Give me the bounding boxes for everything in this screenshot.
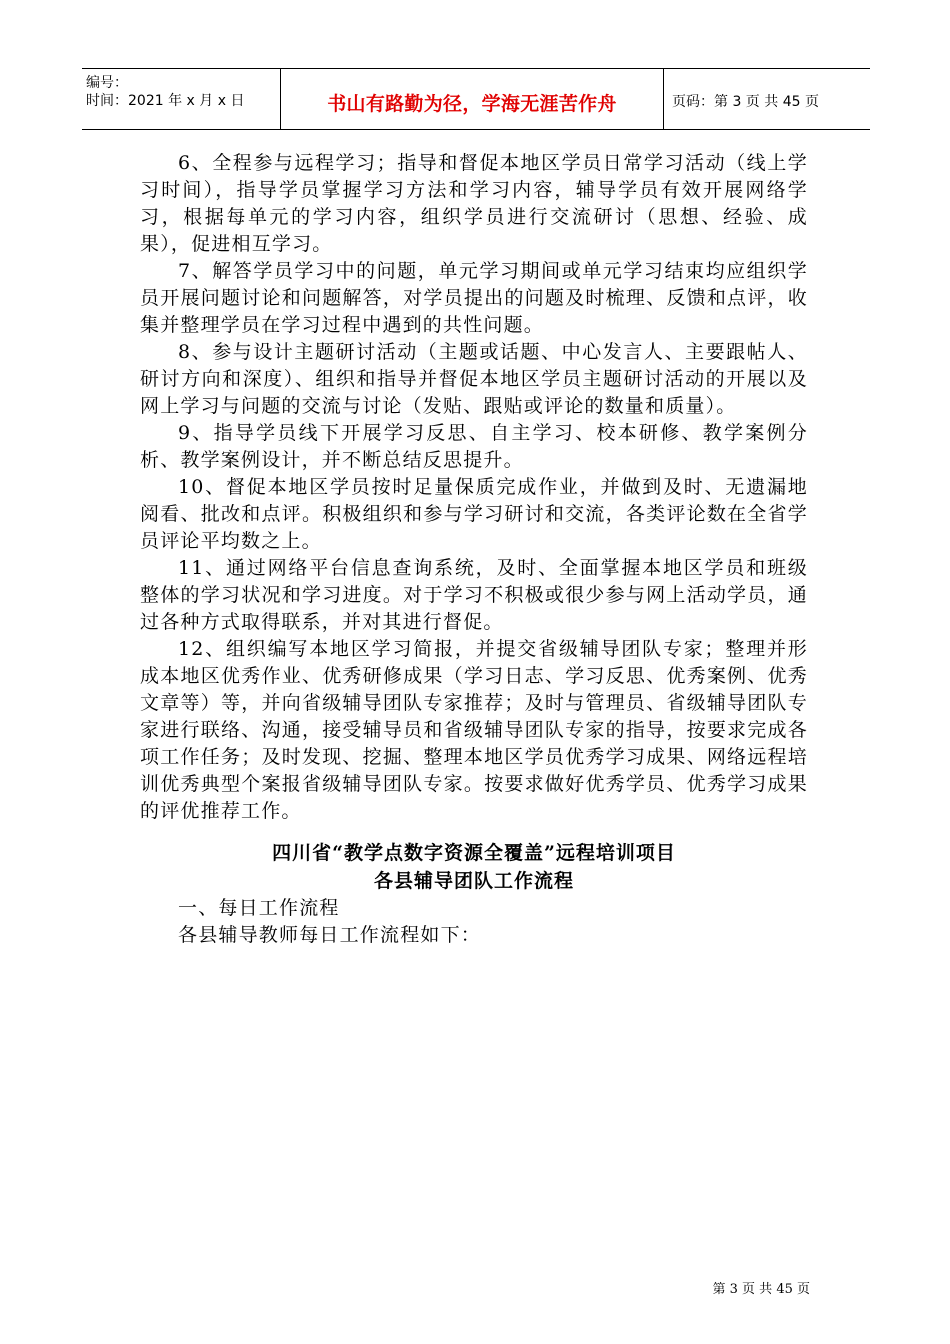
section-item-2: 各县辅导教师每日工作流程如下：: [178, 924, 482, 946]
doc-time-label: 时间：2021 年 x 月 x 日: [86, 93, 245, 109]
page-header: [82, 68, 870, 130]
paragraph-7: 7、解答学员学习中的问题，单元学习期间或单元学习结束均应组织学员开展问题讨论和问题解答，对学员提出的问题及时梳理、反馈和点评，收集并整理学员在学习过程中遇到的共性问题。: [140, 260, 808, 336]
doc-number-label: 编号：: [86, 75, 128, 91]
header-page-cell: [664, 69, 870, 129]
paragraph-9: 9、指导学员线下开展学习反思、自主学习、校本研修、教学案例分析、教学案例设计，并不断总结反思提升。: [140, 422, 808, 471]
paragraph-10: 10、督促本地区学员按时足量保质完成作业，并做到及时、无遗漏地阅看、批改和点评。积极组织和参与学习研讨和交流，各类评论数在全省学员评论平均数之上。: [140, 476, 808, 552]
header-page-info: 页码：第 3 页 共 45 页: [672, 94, 819, 110]
section-title-line2: 各县辅导团队工作流程: [373, 870, 574, 892]
header-motto: 书山有路勤为径，学海无涯苦作舟: [327, 93, 617, 115]
paragraph-12: 12、组织编写本地区学习简报，并提交省级辅导团队专家；整理并形成本地区优秀作业、优秀研修成果（学习日志、学习反思、优秀案例、优秀文章等）等，并向省级辅导团队专家推荐；及时与管理员、省级辅导团队专家进行联络、沟通，接受辅导员和省级辅导团队专家的指导，按要求完成各项工作任务；及时发现、挖掘、整理本地区学员优秀学习成果、网络远程培训优秀典型个案报省级辅导团队专家。按要求做好优秀学员、优秀学习成果的评优推荐工作。: [140, 638, 808, 822]
paragraph-8: 8、参与设计主题研讨活动（主题或话题、中心发言人、主要跟帖人、研讨方向和深度）、组织和指导并督促本地区学员主题研讨活动的开展以及网上学习与问题的交流与讨论（发贴、跟贴或评论的数量和质量）。: [140, 341, 808, 417]
section-title-line1: 四川省“教学点数字资源全覆盖”远程培训项目: [272, 842, 676, 864]
section-item-1: 一、每日工作流程: [178, 897, 340, 919]
page-footer: 第 3 页 共 45 页: [712, 1282, 810, 1297]
header-meta: [82, 69, 281, 129]
document-body: [140, 150, 808, 949]
paragraph-6: 6、全程参与远程学习；指导和督促本地区学员日常学习活动（线上学习时间），指导学员掌握学习方法和学习内容，辅导学员有效开展网络学习，根据每单元的学习内容，组织学员进行交流研讨（思想、经验、成果），促进相互学习。: [140, 152, 808, 255]
paragraph-11: 11、通过网络平台信息查询系统，及时、全面掌握本地区学员和班级整体的学习状况和学习进度。对于学习不积极或很少参与网上活动学员，通过各种方式取得联系，并对其进行督促。: [140, 557, 808, 633]
header-motto-cell: [281, 69, 664, 129]
